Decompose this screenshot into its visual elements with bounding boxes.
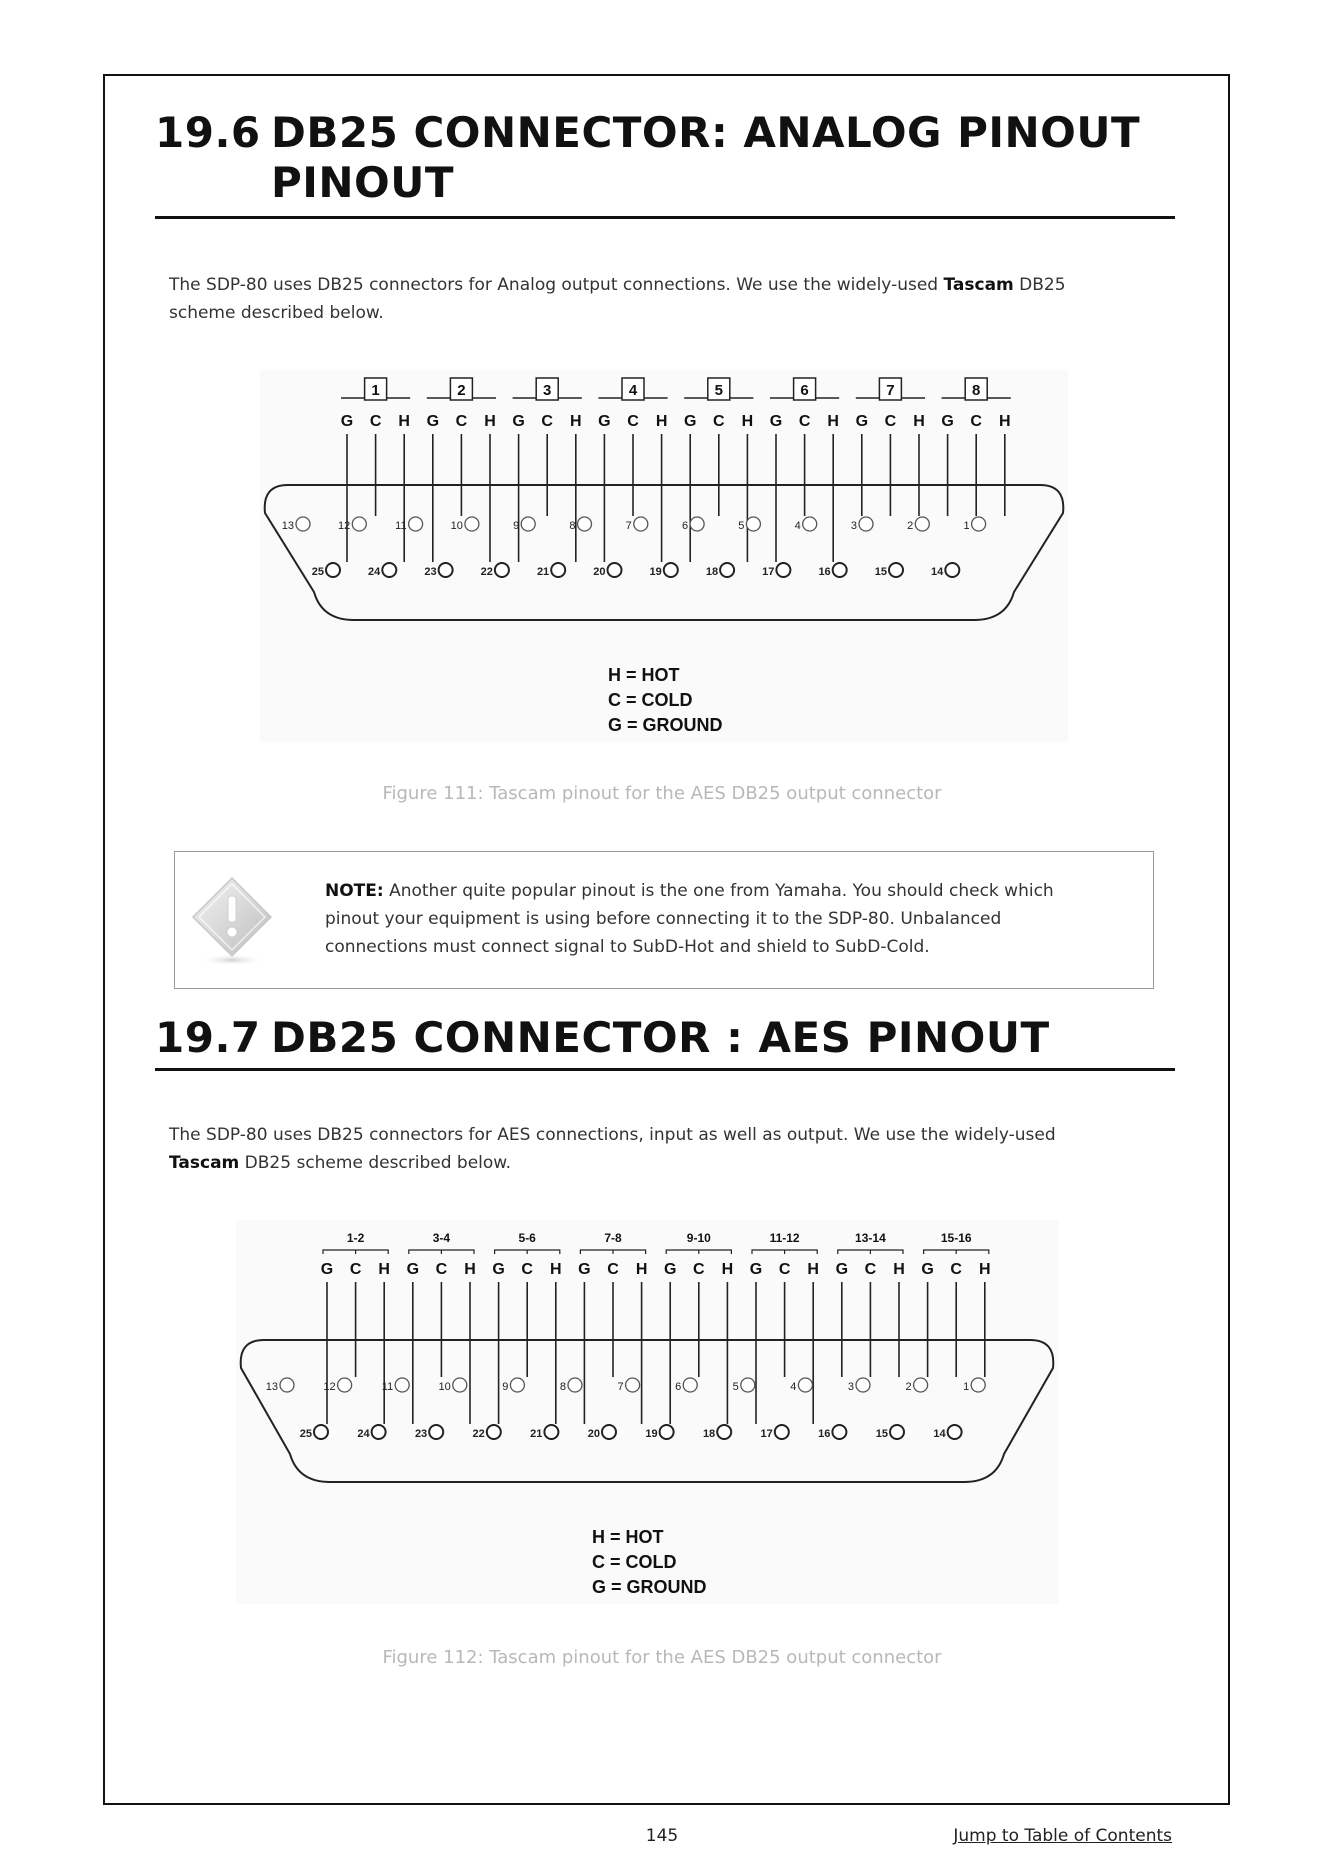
pin-function-letter: H [484,413,496,430]
note-line: Another quite popular pinout is the one from Yamaha. You should check which [383,881,1054,901]
page-number: 145 [645,1826,679,1846]
pin-number: 20 [587,1428,600,1440]
section-number: 19.7 [155,1013,261,1062]
pin-function-letter: H [464,1261,476,1278]
channel-label: 8 [972,382,981,399]
pin-function-letter: H [635,1261,648,1278]
pin-socket [314,1425,328,1439]
pin-socket [741,1378,755,1392]
pin-number: 3 [850,520,857,532]
warning-diamond-icon [187,874,277,970]
pin-function-letter: G [749,1261,763,1278]
pin-socket [465,517,479,531]
intro-paragraph [169,271,1129,327]
channel-label: 3 [543,382,552,399]
pin-function-letter: C [864,1261,877,1278]
pin-function-letter: H [807,1261,819,1278]
pin-socket [602,1425,616,1439]
pin-number: 24 [357,1428,370,1440]
paragraph-text: scheme described below. [169,303,384,323]
pin-socket [280,1378,294,1392]
pin-socket [833,563,847,577]
pin-function-letter: G [663,1261,677,1278]
pin-number: 19 [649,566,662,578]
pin-number: 1 [963,1381,970,1393]
pin-socket [395,1378,409,1392]
legend-entry: H = HOT [592,1527,664,1547]
note-label: NOTE: [325,881,384,901]
pin-socket [746,517,760,531]
paragraph-text: DB25 scheme described below. [239,1153,512,1173]
pin-function-letter: H [827,413,839,430]
pin-socket [798,1378,812,1392]
note-line: connections must connect signal to SubD-Hot and shield to SubD-Cold. [325,937,930,957]
pin-function-letter: G [769,413,783,430]
pin-socket [382,563,396,577]
pin-function-letter: C [349,1261,362,1278]
pin-socket [487,1425,501,1439]
legend-entry: G = GROUND [608,715,723,735]
pin-socket [945,563,959,577]
pin-socket [948,1425,962,1439]
pin-socket [690,517,704,531]
pin-socket [720,563,734,577]
pin-function-letter: H [893,1261,905,1278]
pin-socket [352,517,366,531]
pin-number: 8 [559,1381,566,1393]
pin-function-letter: C [521,1261,533,1278]
pin-socket [429,1425,443,1439]
pin-function-letter: H [655,413,668,430]
pin-number: 2 [905,1381,912,1393]
channel-label: 7-8 [604,1231,622,1245]
pin-number: 4 [794,520,801,532]
pin-socket [626,1378,640,1392]
pin-number: 24 [368,566,381,578]
channel-label: 5-6 [518,1231,536,1245]
pin-number: 12 [323,1381,336,1393]
pin-number: 17 [762,566,775,578]
channel-label: 13-14 [855,1231,886,1245]
pin-socket [296,517,310,531]
pin-function-letter: C [607,1261,619,1278]
pin-socket [859,517,873,531]
note-line: pinout your equipment is using before connecting it to the SDP-80. Unbalanced [325,909,1002,929]
legend-entry: H = HOT [608,665,680,685]
pin-number: 9 [513,520,520,532]
pin-function-letter: H [398,413,410,430]
legend-entry: G = GROUND [592,1577,707,1597]
pin-number: 20 [593,566,606,578]
pin-number: 22 [472,1428,485,1440]
db25-aes-pinout-figure [236,1220,1058,1604]
pin-socket [551,563,565,577]
legend-entry: C = COLD [592,1552,677,1572]
intro-paragraph [169,1121,1129,1177]
figure-caption: Figure 112: Tascam pinout for the AES DB25 output connector [382,1647,942,1668]
channel-label: 3-4 [432,1231,451,1245]
paragraph-text: The SDP-80 uses DB25 connectors for Analog output connections. We use the widely-used [169,275,944,295]
pin-number: 16 [818,566,831,578]
section-rule [155,216,1175,219]
pin-number: 13 [265,1381,278,1393]
pin-function-letter: H [721,1261,734,1278]
pin-number: 23 [424,566,437,578]
pin-function-letter: H [741,413,754,430]
pin-socket [915,517,929,531]
pin-function-letter: H [913,413,925,430]
pin-number: 5 [732,1381,739,1393]
pin-number: 12 [338,520,351,532]
pin-function-letter: C [713,413,725,430]
pin-socket [634,517,648,531]
pin-function-letter: C [369,413,382,430]
section-title-text: DB25 CONNECTOR : AES PINOUT [271,1013,1050,1062]
section-rule [155,1068,1175,1071]
section-title-19-7 [155,1013,1175,1065]
pin-number: 23 [414,1428,428,1440]
pin-number: 10 [450,520,463,532]
pin-socket [664,563,678,577]
channel-label: 1 [371,382,380,399]
pin-socket [914,1378,928,1392]
section-title-line2: PINOUT [271,158,455,207]
pin-function-letter: G [598,413,611,430]
legend-entry: C = COLD [608,690,693,710]
pin-number: 9 [502,1381,509,1393]
pin-socket [803,517,817,531]
pin-number: 1 [963,520,970,532]
brand-name: Tascam [943,275,1014,295]
pin-number: 7 [625,520,632,532]
pin-socket [521,517,535,531]
channel-label: 5 [714,382,723,399]
paragraph-text: DB25 [1013,275,1066,295]
pin-number: 4 [790,1381,797,1393]
pin-function-letter: C [435,1261,448,1278]
pin-socket [453,1378,467,1392]
pin-socket [776,563,790,577]
pin-function-letter: C [798,413,811,430]
db25-analog-pinout-figure [260,370,1068,742]
pin-function-letter: H [570,413,582,430]
channel-label: 6 [800,382,809,399]
section-title-line1: DB25 CONNECTOR: ANALOG PINOUT [271,108,1141,157]
pin-function-letter: G [492,1261,505,1278]
pin-function-letter: G [512,413,525,430]
pin-function-letter: C [693,1261,705,1278]
channel-label: 9-10 [686,1231,711,1245]
pin-socket [971,1378,985,1392]
pin-socket [326,563,340,577]
pin-function-letter: C [950,1261,962,1278]
pin-number: 18 [705,566,719,578]
pin-function-letter: H [999,413,1011,430]
pin-socket [568,1378,582,1392]
table-of-contents-link[interactable]: Jump to Table of Contents [953,1826,1172,1846]
channel-label: 2 [457,382,466,399]
pin-socket [890,1425,904,1439]
pin-number: 14 [931,566,944,578]
pin-socket [775,1425,789,1439]
pin-socket [495,563,509,577]
channel-label: 11-12 [769,1231,800,1245]
pin-socket [683,1378,697,1392]
pin-function-letter: G [406,1261,420,1278]
pin-socket [510,1378,524,1392]
figure-caption: Figure 111: Tascam pinout for the AES DB25 output connector [382,783,942,804]
connector-shell [265,485,1064,620]
pin-function-letter: H [550,1261,562,1278]
pin-number: 11 [381,1381,394,1393]
pin-function-letter: C [970,413,982,430]
pin-function-letter: G [578,1261,591,1278]
paragraph-text: The SDP-80 uses DB25 connectors for AES connections, input as well as output. We use the widely-used [169,1125,1056,1145]
pin-function-letter: G [683,413,697,430]
pin-number: 2 [907,520,914,532]
pin-number: 17 [760,1428,773,1440]
connector-shell [241,1340,1054,1482]
pin-number: 6 [675,1381,682,1393]
pin-function-letter: C [541,413,553,430]
pin-socket [608,563,622,577]
pin-number: 15 [874,566,887,578]
pin-function-letter: G [340,413,354,430]
channel-label: 1-2 [346,1231,365,1245]
pin-socket [338,1378,352,1392]
pin-socket [856,1378,870,1392]
pin-number: 10 [438,1381,451,1393]
pin-socket [889,563,903,577]
pin-function-letter: G [855,413,869,430]
channel-label: 7 [886,382,895,399]
pin-function-letter: C [455,413,468,430]
pin-number: 25 [311,566,324,578]
pin-number: 11 [395,520,407,532]
brand-name: Tascam [169,1153,240,1173]
pin-function-letter: G [921,1261,934,1278]
section-title-19-6 [155,108,1175,212]
pin-number: 5 [738,520,745,532]
pin-number: 25 [299,1428,312,1440]
note-callout [174,851,1154,989]
pin-socket [660,1425,674,1439]
pin-socket [372,1425,386,1439]
pin-function-letter: C [627,413,639,430]
pin-socket [972,517,986,531]
pin-function-letter: G [835,1261,849,1278]
pin-function-letter: G [941,413,954,430]
pin-function-letter: G [320,1261,334,1278]
pin-number: 15 [875,1428,888,1440]
pin-number: 22 [480,566,493,578]
pin-socket [717,1425,731,1439]
pin-function-letter: G [426,413,440,430]
pin-socket [439,563,453,577]
pin-function-letter: H [378,1261,390,1278]
pin-number: 13 [281,520,294,532]
pin-number: 7 [617,1381,624,1393]
pin-number: 6 [681,520,689,532]
pin-number: 16 [818,1428,831,1440]
pin-number: 18 [702,1428,716,1440]
pin-socket [409,517,423,531]
pin-number: 21 [530,1428,543,1440]
pin-function-letter: C [778,1261,791,1278]
pin-number: 21 [536,566,550,578]
section-number: 19.6 [155,108,261,157]
pin-function-letter: C [884,413,897,430]
note-text [325,877,1125,961]
channel-label: 4 [628,382,638,399]
pin-number: 14 [933,1428,946,1440]
pin-number: 19 [645,1428,658,1440]
pin-number: 3 [847,1381,854,1393]
pin-socket [832,1425,846,1439]
pin-number: 8 [569,520,576,532]
pin-socket [578,517,592,531]
channel-label: 15-16 [940,1231,972,1245]
pin-function-letter: H [979,1261,991,1278]
pin-socket [544,1425,558,1439]
